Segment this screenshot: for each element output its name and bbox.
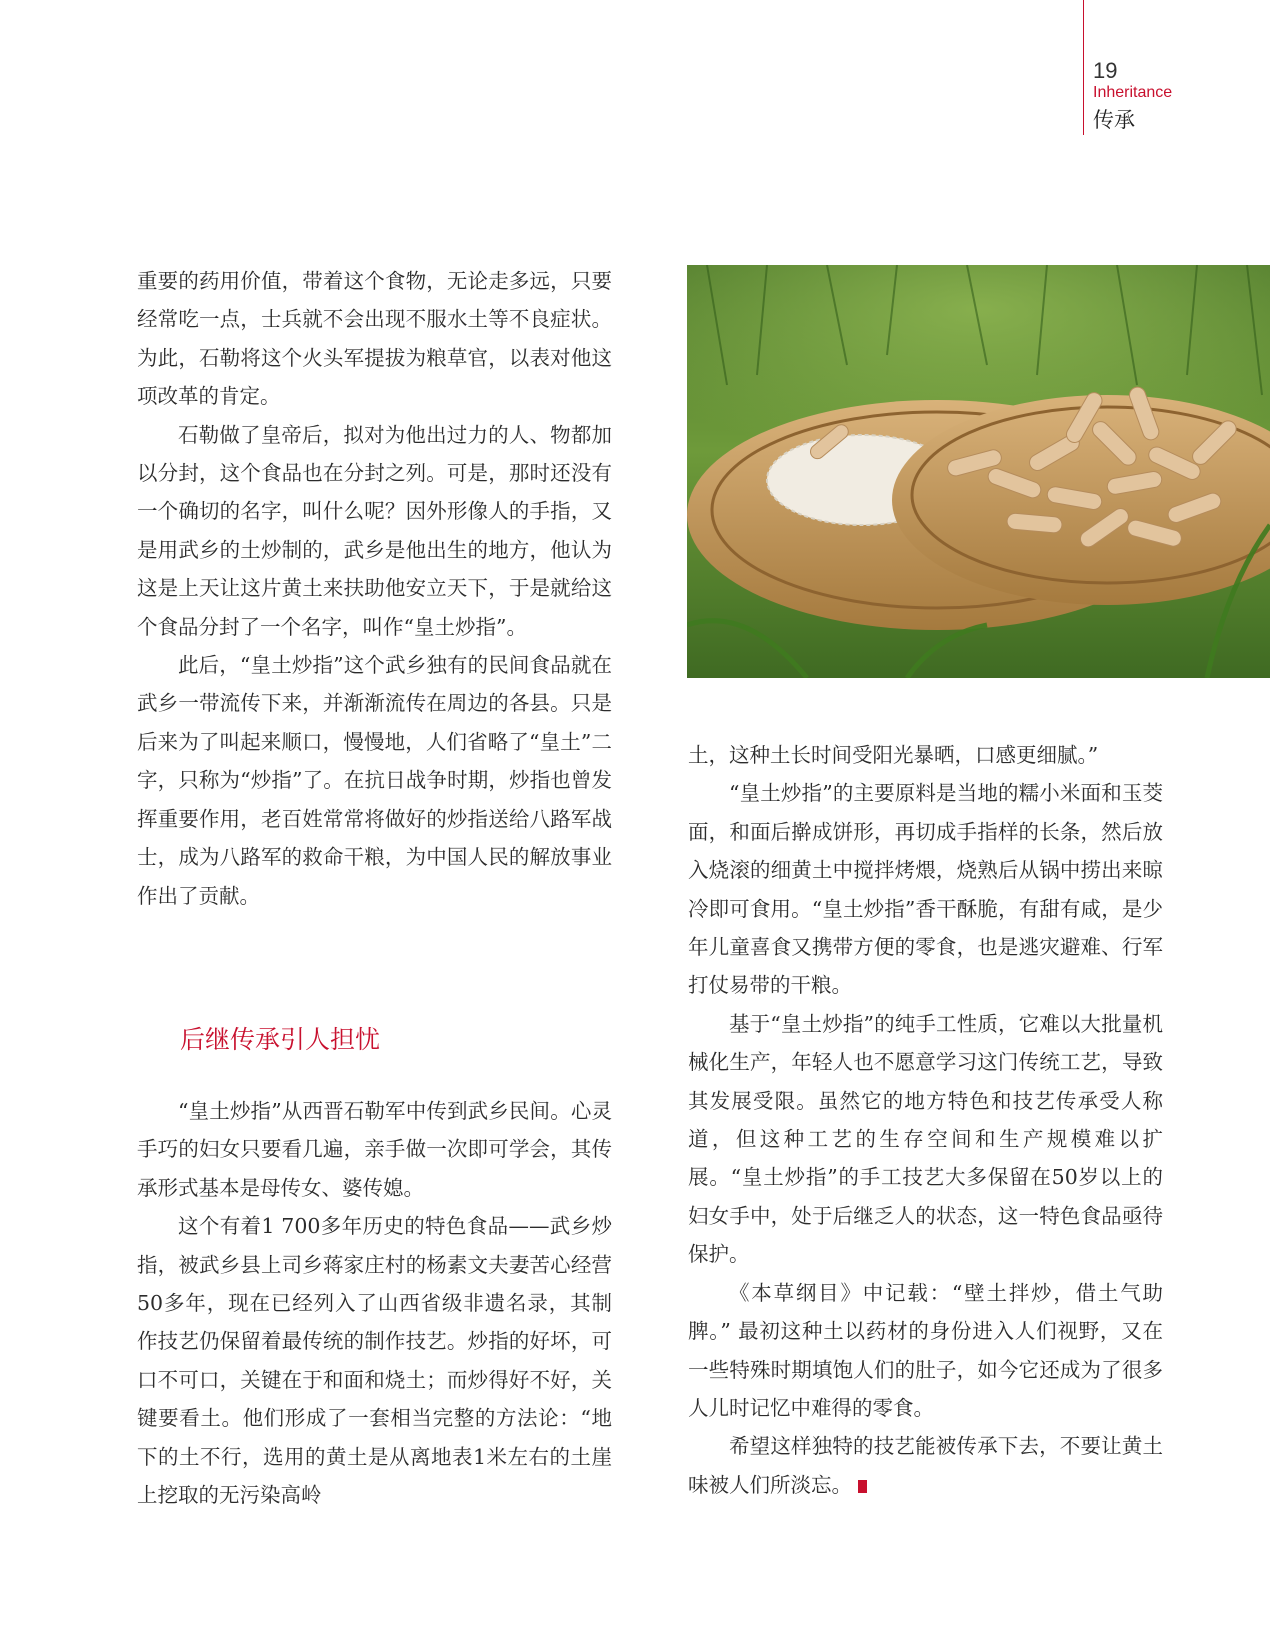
paragraph: 石勒做了皇帝后，拟对为他出过力的人、物都加以分封，这个食品也在分封之列。可是，那时还没有一个确切的名字，叫什么呢？因外形像人的手指，又是用武乡的土炒制的，武乡是他出生的地方，他认为这是上天让这片黄土来扶助他安立天下，于是就给这个食品分封了一个名字，叫作“皇土炒指”。 bbox=[137, 422, 612, 639]
left-column-bottom bbox=[137, 1092, 612, 1514]
paragraph: “皇土炒指”的主要原料是当地的糯小米面和玉茭面，和面后擀成饼形，再切成手指样的长条，然后放入烧滚的细黄土中搅拌烤煨，烧熟后从锅中捞出来晾冷即可食用。“皇土炒指”香干酥脆，有甜有咸，是少年儿童喜食又携带方便的零食，也是逃灾避难、行军打仗易带的干粮。 bbox=[688, 781, 1163, 998]
section-heading: 后继传承引人担忧 bbox=[180, 1025, 381, 1054]
photo-baskets-of-chaozhi bbox=[687, 265, 1270, 678]
paragraph: “皇土炒指”从西晋石勒军中传到武乡民间。心灵手巧的妇女只要看几遍，亲手做一次即可学会，其传承形式基本是母传女、婆传媳。 bbox=[137, 1099, 612, 1200]
paragraph: 《本草纲目》中记载：“壁土拌炒，借土气助脾。” 最初这种土以药材的身份进入人们视野，又在一些特殊时期填饱人们的肚子，如今它还成为了很多人儿时记忆中难得的零食。 bbox=[688, 1280, 1163, 1420]
paragraph: 基于“皇土炒指”的纯手工性质，它难以大批量机械化生产，年轻人也不愿意学习这门传统工艺，导致其发展受限。虽然它的地方特色和技艺传承受人称道，但这种工艺的生存空间和生产规模难以扩展。“皇土炒指”的手工技艺大多保留在50岁以上的妇女手中，处于后继乏人的状态，这一特色食品亟待保护。 bbox=[688, 1011, 1163, 1267]
header-divider bbox=[1083, 0, 1084, 135]
section-label-english: Inheritance bbox=[1093, 84, 1173, 101]
page-number: 19 bbox=[1093, 58, 1118, 83]
paragraph: 这个有着1 700多年历史的特色食品——武乡炒指，被武乡县上司乡蒋家庄村的杨素文夫妻苦心经营50多年，现在已经列入了山西省级非遗名录，其制作技艺仍保留着最传统的制作技艺。炒指的好坏，可口不可口，关键在于和面和烧土；而炒得好不好，关键要看土。他们形成了一套相当完整的方法论：“地下的土不行，选用的黄土是从离地表1米左右的土崖上挖取的无污染高岭 bbox=[137, 1214, 612, 1508]
right-column bbox=[688, 736, 1163, 1504]
end-mark-icon: S bbox=[858, 1480, 867, 1493]
section-label-chinese: 传承 bbox=[1093, 108, 1135, 132]
paragraph-continuation: 土，这种土长时间受阳光暴晒，口感更细腻。” bbox=[688, 743, 1099, 767]
paragraph: 此后，“皇土炒指”这个武乡独有的民间食品就在武乡一带流传下来，并渐渐流传在周边的各县。只是后来为了叫起来顺口，慢慢地，人们省略了“皇土”二字，只称为“炒指”了。在抗日战争时期，炒指也曾发挥重要作用，老百姓常常将做好的炒指送给八路军战士，成为八路军的救命干粮，为中国人民的解放事业作出了贡献。 bbox=[137, 653, 612, 908]
paragraph-final bbox=[688, 1427, 1163, 1504]
paragraph: 重要的药用价值，带着这个食物，无论走多远，只要经常吃一点，士兵就不会出现不服水土等不良症状。为此，石勒将这个火头军提拔为粮草官，以表对他这项改革的肯定。 bbox=[137, 269, 612, 409]
final-text: 希望这样独特的技艺能被传承下去，不要让黄土味被人们所淡忘。 bbox=[688, 1434, 1163, 1497]
left-column-top bbox=[137, 262, 612, 915]
photo-illustration bbox=[687, 265, 1270, 678]
